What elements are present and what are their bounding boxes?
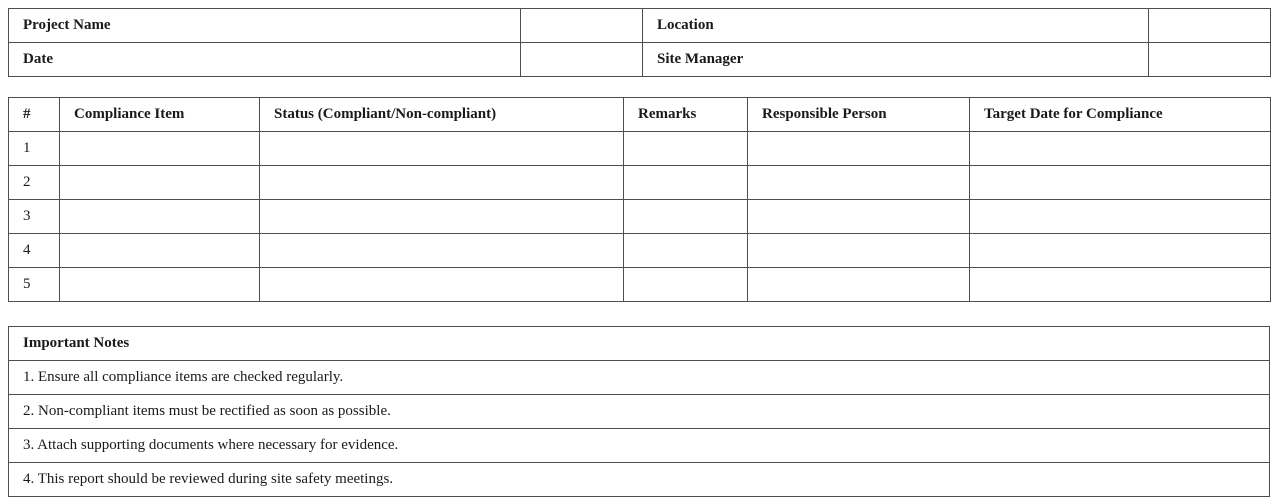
note-text: 1. Ensure all compliance items are checked regularly. bbox=[9, 361, 1270, 395]
target-date-cell[interactable] bbox=[970, 166, 1271, 200]
compliance-item-cell[interactable] bbox=[60, 268, 260, 302]
responsible-person-cell[interactable] bbox=[748, 132, 970, 166]
date-field[interactable] bbox=[521, 43, 643, 77]
responsible-person-cell[interactable] bbox=[748, 234, 970, 268]
date-label: Date bbox=[9, 43, 521, 77]
project-info-table bbox=[8, 8, 1271, 77]
note-text: 3. Attach supporting documents where necessary for evidence. bbox=[9, 429, 1270, 463]
compliance-item-cell[interactable] bbox=[60, 132, 260, 166]
remarks-cell[interactable] bbox=[624, 166, 748, 200]
responsible-person-cell[interactable] bbox=[748, 268, 970, 302]
column-header-responsible-person: Responsible Person bbox=[748, 98, 970, 132]
row-number: 3 bbox=[9, 200, 60, 234]
note-text: 2. Non-compliant items must be rectified as soon as possible. bbox=[9, 395, 1270, 429]
target-date-cell[interactable] bbox=[970, 132, 1271, 166]
compliance-item-cell[interactable] bbox=[60, 166, 260, 200]
responsible-person-cell[interactable] bbox=[748, 166, 970, 200]
project-name-field[interactable] bbox=[521, 9, 643, 43]
list-item bbox=[9, 361, 1270, 395]
compliance-item-cell[interactable] bbox=[60, 200, 260, 234]
location-field[interactable] bbox=[1149, 9, 1271, 43]
location-label: Location bbox=[643, 9, 1149, 43]
remarks-cell[interactable] bbox=[624, 234, 748, 268]
compliance-table bbox=[8, 97, 1271, 302]
status-cell[interactable] bbox=[260, 268, 624, 302]
info-row bbox=[9, 9, 1271, 43]
list-item bbox=[9, 463, 1270, 497]
notes-header-row bbox=[9, 327, 1270, 361]
row-number: 4 bbox=[9, 234, 60, 268]
table-row bbox=[9, 200, 1271, 234]
notes-title: Important Notes bbox=[9, 327, 1270, 361]
responsible-person-cell[interactable] bbox=[748, 200, 970, 234]
target-date-cell[interactable] bbox=[970, 234, 1271, 268]
table-row bbox=[9, 132, 1271, 166]
row-number: 5 bbox=[9, 268, 60, 302]
table-row bbox=[9, 234, 1271, 268]
column-header-compliance-item: Compliance Item bbox=[60, 98, 260, 132]
row-number: 2 bbox=[9, 166, 60, 200]
table-row bbox=[9, 166, 1271, 200]
remarks-cell[interactable] bbox=[624, 200, 748, 234]
target-date-cell[interactable] bbox=[970, 268, 1271, 302]
row-number: 1 bbox=[9, 132, 60, 166]
important-notes-table bbox=[8, 326, 1270, 497]
status-cell[interactable] bbox=[260, 166, 624, 200]
list-item bbox=[9, 395, 1270, 429]
list-item bbox=[9, 429, 1270, 463]
table-row bbox=[9, 268, 1271, 302]
note-text: 4. This report should be reviewed during site safety meetings. bbox=[9, 463, 1270, 497]
column-header-remarks: Remarks bbox=[624, 98, 748, 132]
column-header-target-date: Target Date for Compliance bbox=[970, 98, 1271, 132]
compliance-item-cell[interactable] bbox=[60, 234, 260, 268]
remarks-cell[interactable] bbox=[624, 268, 748, 302]
column-header-status: Status (Compliant/Non-compliant) bbox=[260, 98, 624, 132]
status-cell[interactable] bbox=[260, 132, 624, 166]
compliance-header-row bbox=[9, 98, 1271, 132]
site-manager-field[interactable] bbox=[1149, 43, 1271, 77]
status-cell[interactable] bbox=[260, 200, 624, 234]
target-date-cell[interactable] bbox=[970, 200, 1271, 234]
project-name-label: Project Name bbox=[9, 9, 521, 43]
site-manager-label: Site Manager bbox=[643, 43, 1149, 77]
info-row bbox=[9, 43, 1271, 77]
column-header-number: # bbox=[9, 98, 60, 132]
remarks-cell[interactable] bbox=[624, 132, 748, 166]
status-cell[interactable] bbox=[260, 234, 624, 268]
